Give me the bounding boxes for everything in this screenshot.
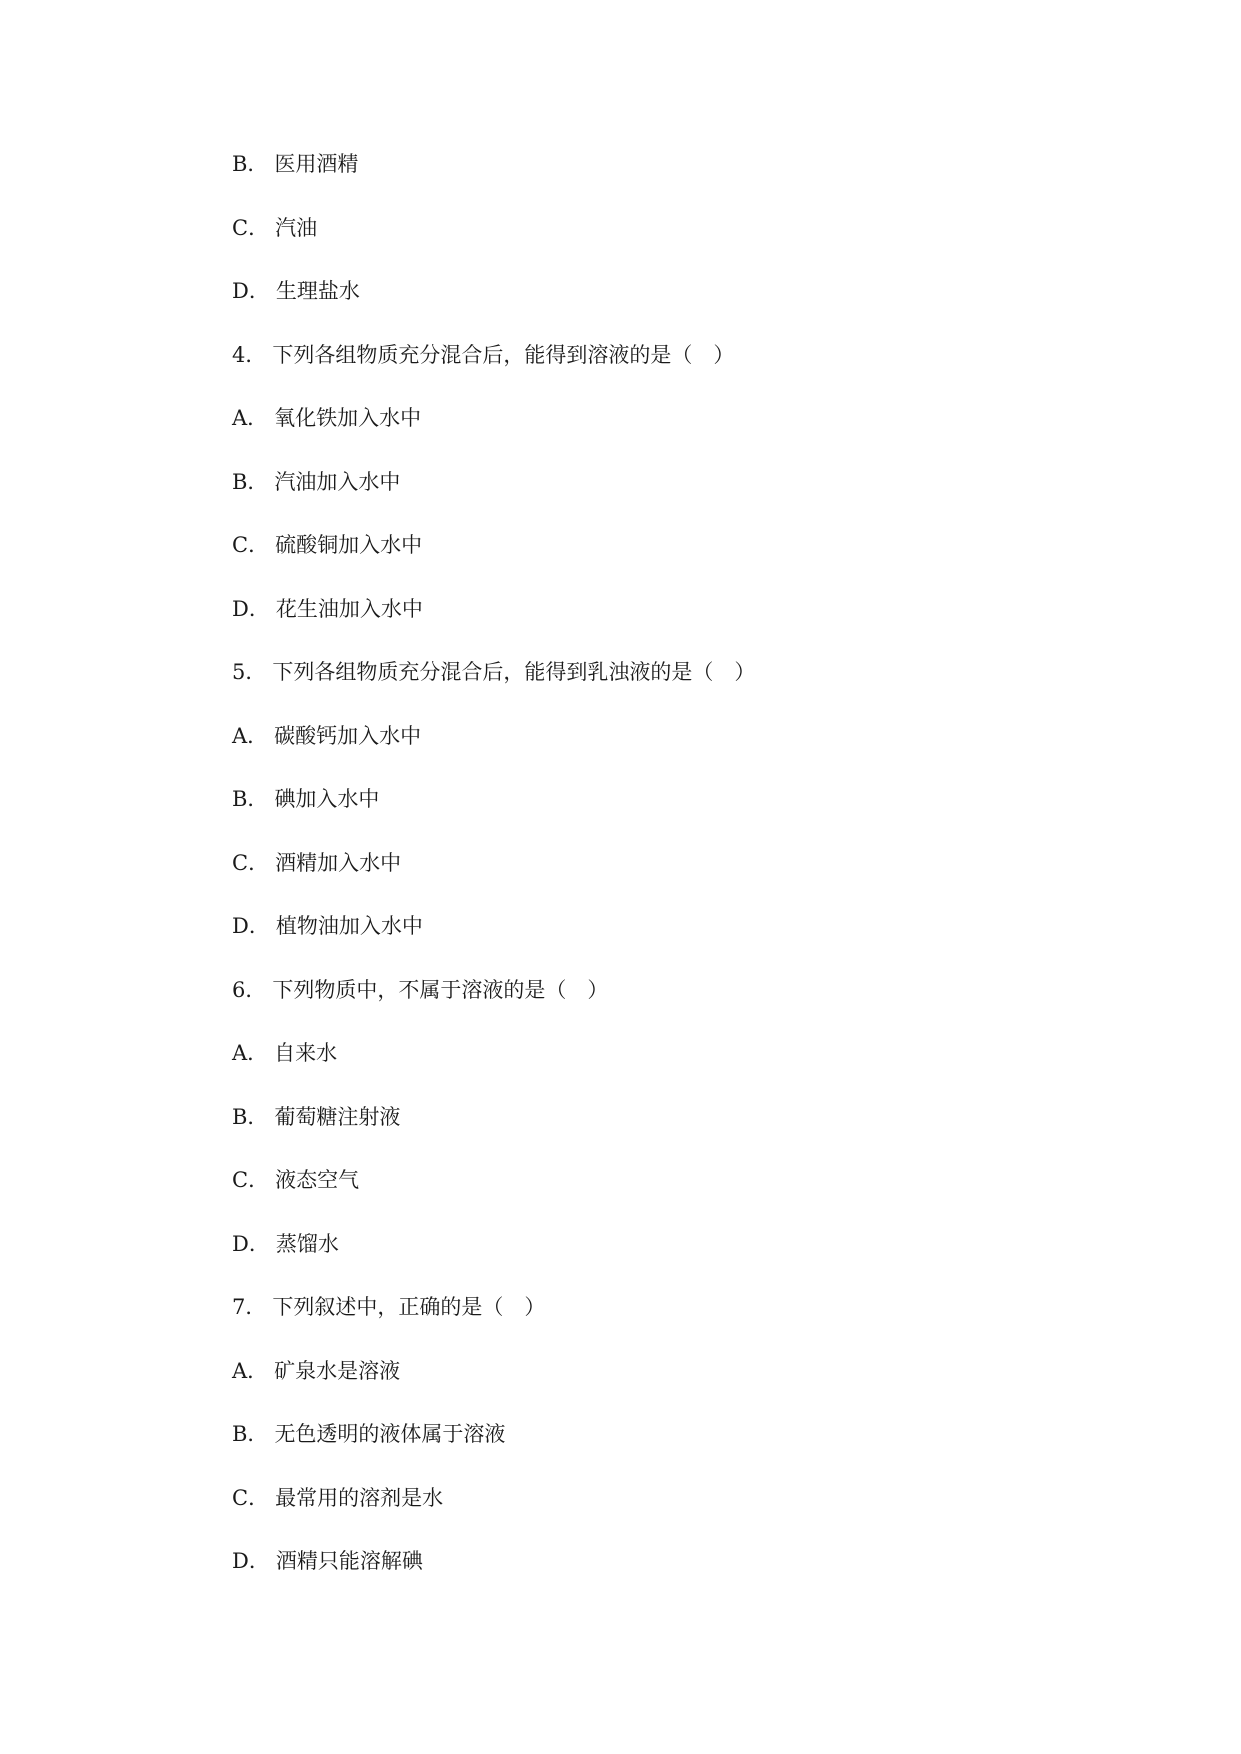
option-line	[232, 848, 401, 878]
question-text: 下列各组物质充分混合后，能得到乳浊液的是（ ）	[272, 660, 756, 684]
option-label: B．	[232, 152, 269, 176]
option-text: 硫酸铜加入水中	[275, 533, 423, 557]
question-line	[232, 657, 755, 687]
option-label: D．	[232, 1232, 270, 1256]
option-label: C．	[232, 851, 270, 875]
question-number: 7．	[232, 1295, 267, 1319]
option-text: 医用酒精	[274, 152, 359, 176]
option-text: 无色透明的液体属于溶液	[274, 1422, 506, 1446]
question-line	[232, 1292, 545, 1322]
option-text: 碘加入水中	[274, 787, 380, 811]
option-label: D．	[232, 1549, 270, 1573]
option-line	[232, 784, 379, 814]
option-line	[232, 1419, 505, 1449]
option-line	[232, 1229, 339, 1259]
option-label: C．	[232, 1486, 270, 1510]
option-line	[232, 530, 422, 560]
option-line	[232, 1483, 443, 1513]
option-line	[232, 1102, 400, 1132]
question-line	[232, 340, 734, 370]
question-text: 下列叙述中，正确的是（ ）	[272, 1295, 546, 1319]
option-line	[232, 403, 421, 433]
option-label: C．	[232, 216, 270, 240]
option-text: 汽油加入水中	[274, 470, 401, 494]
option-text: 酒精加入水中	[275, 851, 402, 875]
option-label: D．	[232, 914, 270, 938]
option-text: 自来水	[274, 1041, 338, 1065]
option-label: B．	[232, 470, 269, 494]
question-number: 4．	[232, 343, 267, 367]
question-number: 5．	[232, 660, 267, 684]
option-text: 汽油	[275, 216, 318, 240]
option-text: 最常用的溶剂是水	[275, 1486, 444, 1510]
option-text: 植物油加入水中	[275, 914, 423, 938]
option-label: C．	[232, 533, 270, 557]
question-text: 下列物质中，不属于溶液的是（ ）	[272, 978, 609, 1002]
option-line	[232, 1546, 423, 1576]
option-line	[232, 1356, 400, 1386]
option-text: 矿泉水是溶液	[274, 1359, 401, 1383]
option-label: B．	[232, 787, 269, 811]
option-text: 葡萄糖注射液	[274, 1105, 401, 1129]
option-text: 氧化铁加入水中	[274, 406, 422, 430]
option-line	[232, 594, 423, 624]
question-line	[232, 975, 608, 1005]
option-text: 生理盐水	[275, 279, 360, 303]
option-label: A．	[232, 1041, 269, 1065]
option-line	[232, 149, 358, 179]
option-line	[232, 276, 360, 306]
option-line	[232, 1038, 337, 1068]
option-line	[232, 213, 317, 243]
option-text: 花生油加入水中	[275, 597, 423, 621]
option-text: 蒸馏水	[275, 1232, 339, 1256]
question-number: 6．	[232, 978, 267, 1002]
option-label: D．	[232, 597, 270, 621]
option-label: D．	[232, 279, 270, 303]
question-text: 下列各组物质充分混合后，能得到溶液的是（ ）	[272, 343, 735, 367]
option-label: B．	[232, 1422, 269, 1446]
option-text: 酒精只能溶解碘	[275, 1549, 423, 1573]
option-line	[232, 467, 400, 497]
option-label: B．	[232, 1105, 269, 1129]
option-text: 碳酸钙加入水中	[274, 724, 422, 748]
option-text: 液态空气	[275, 1168, 360, 1192]
option-line	[232, 911, 423, 941]
option-line	[232, 1165, 359, 1195]
option-label: C．	[232, 1168, 270, 1192]
option-line	[232, 721, 421, 751]
option-label: A．	[232, 1359, 269, 1383]
option-label: A．	[232, 724, 269, 748]
option-label: A．	[232, 406, 269, 430]
